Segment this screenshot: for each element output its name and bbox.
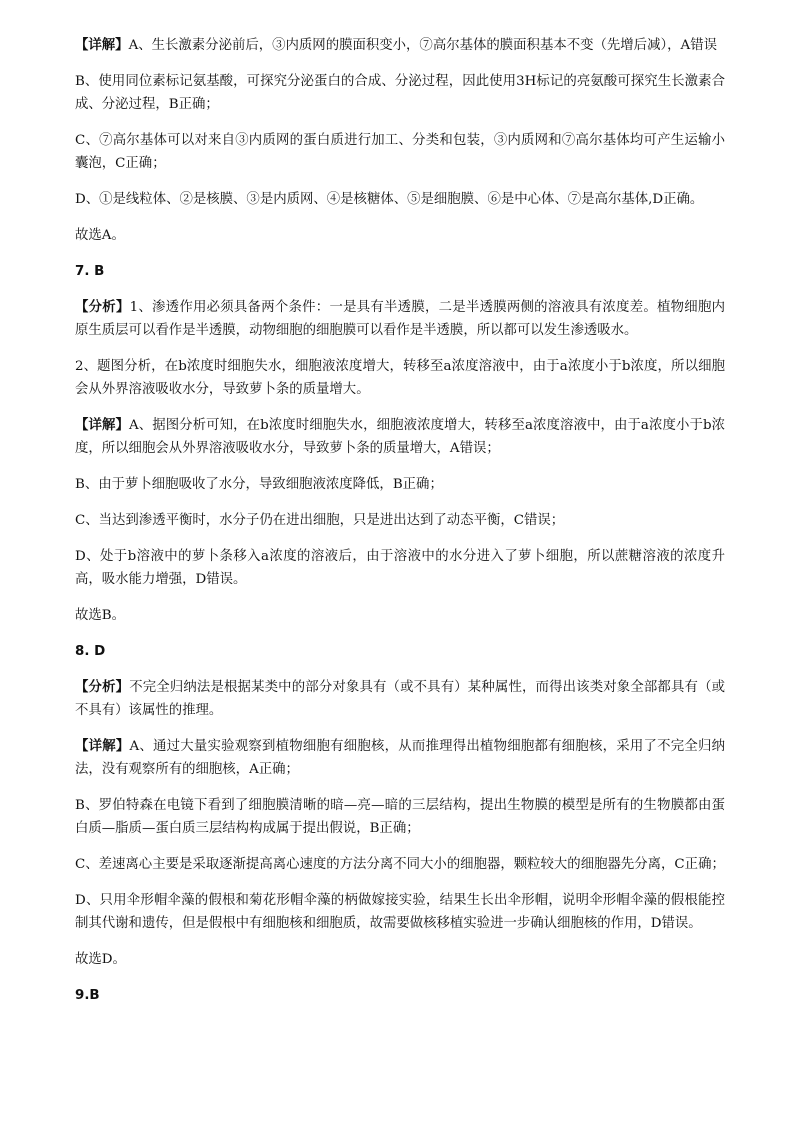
paragraph-text: B、由于萝卜细胞吸收了水分，导致细胞液浓度降低，B正确； (75, 477, 443, 492)
paragraph-text: A、据图分析可知，在b浓度时细胞失水，细胞液浓度增大，转移至a浓度溶液中，由于a浓度小于b浓度，所以细胞会从外界溶液吸收水分，导致萝卜条的质量增大，A错误； (75, 418, 726, 456)
option-b-paragraph (75, 70, 725, 116)
paragraph-text: 1、渗透作用必须具备两个条件：一是具有半透膜，二是半透膜两侧的溶液具有浓度差。植物细胞内原生质层可以看作是半透膜，动物细胞的细胞膜可以看作是半透膜，所以都可以发生渗透吸水。 (75, 300, 725, 338)
paragraph-text: D、只用伞形帽伞藻的假根和菊花形帽伞藻的柄做嫁接实验，结果生长出伞形帽，说明伞形帽伞藻的假根能控制其代谢和遗传，但是假根中有细胞核和细胞质，故需要做核移植实验进一步确认细胞核的作用，D错误。 (75, 893, 725, 931)
document-page (75, 34, 725, 1020)
analysis-tag: 【分析】 (75, 679, 130, 695)
paragraph-text: C、差速离心主要是采取逐渐提高离心速度的方法分离不同大小的细胞器，颗粒较大的细胞器先分离，C正确； (75, 857, 725, 872)
option-c-paragraph (75, 853, 725, 876)
paragraph-text: 故选B。 (75, 608, 126, 623)
paragraph-text: 故选A。 (75, 228, 125, 243)
option-c-paragraph (75, 129, 725, 175)
detail-tag: 【详解】 (75, 37, 129, 53)
detail-tag: 【详解】 (75, 417, 129, 433)
answer-detail-paragraph (75, 414, 725, 460)
conclusion-paragraph (75, 948, 725, 971)
analysis-tag: 【分析】 (75, 299, 130, 315)
paragraph-text: 2、题图分析，在b浓度时细胞失水，细胞液浓度增大，转移至a浓度溶液中，由于a浓度小于b浓度，所以细胞会从外界溶液吸收水分，导致萝卜条的质量增大。 (75, 359, 725, 397)
conclusion-paragraph (75, 224, 725, 247)
answer-detail-paragraph (75, 34, 725, 57)
paragraph-text: A、通过大量实验观察到植物细胞有细胞核，从而推理得出植物细胞都有细胞核，采用了不完全归纳法，没有观察所有的细胞核，A正确； (75, 739, 725, 777)
option-b-paragraph (75, 473, 725, 496)
option-b-paragraph (75, 794, 725, 840)
paragraph-text: D、①是线粒体、②是核膜、③是内质网、④是核糖体、⑤是细胞膜、⑥是中心体、⑦是高尔基体,D正确。 (75, 192, 704, 207)
paragraph-text: B、使用同位素标记氨基酸，可探究分泌蛋白的合成、分泌过程，因此使用3H标记的亮氨酸可探究生长激素合成、分泌过程，B正确； (75, 74, 725, 112)
paragraph-text: B、罗伯特森在电镜下看到了细胞膜清晰的暗—亮—暗的三层结构，提出生物膜的模型是所有的生物膜都由蛋白质—脂质—蛋白质三层结构构成属于提出假说，B正确； (75, 798, 725, 836)
paragraph-text: C、当达到渗透平衡时，水分子仍在进出细胞，只是进出达到了动态平衡，C错误； (75, 513, 565, 528)
option-d-paragraph (75, 545, 725, 591)
paragraph-text: D、处于b溶液中的萝卜条移入a浓度的溶液后，由于溶液中的水分进入了萝卜细胞，所以蔗糖溶液的浓度升高，吸水能力增强，D错误。 (75, 549, 725, 587)
option-d-paragraph (75, 188, 725, 211)
option-d-paragraph (75, 889, 725, 935)
paragraph-text: 故选D。 (75, 952, 126, 967)
question-number: 7. B (75, 264, 105, 279)
detail-tag: 【详解】 (75, 738, 130, 754)
paragraph-text: 不完全归纳法是根据某类中的部分对象具有（或不具有）某种属性，而得出该类对象全部都具有（或不具有）该属性的推理。 (75, 680, 726, 718)
question-number: 8. D (75, 644, 106, 659)
analysis-paragraph (75, 676, 725, 722)
conclusion-paragraph (75, 604, 725, 627)
answer-detail-paragraph (75, 735, 725, 781)
analysis-paragraph (75, 296, 725, 342)
paragraph-text: A、生长激素分泌前后，③内质网的膜面积变小，⑦高尔基体的膜面积基本不变（先增后减），A错误 (128, 38, 717, 53)
analysis-point-paragraph (75, 355, 725, 401)
option-c-paragraph (75, 509, 725, 532)
question-number: 9.B (75, 988, 100, 1003)
paragraph-text: C、⑦高尔基体可以对来自③内质网的蛋白质进行加工、分类和包装，③内质网和⑦高尔基体均可产生运输小囊泡，C正确； (75, 133, 725, 171)
